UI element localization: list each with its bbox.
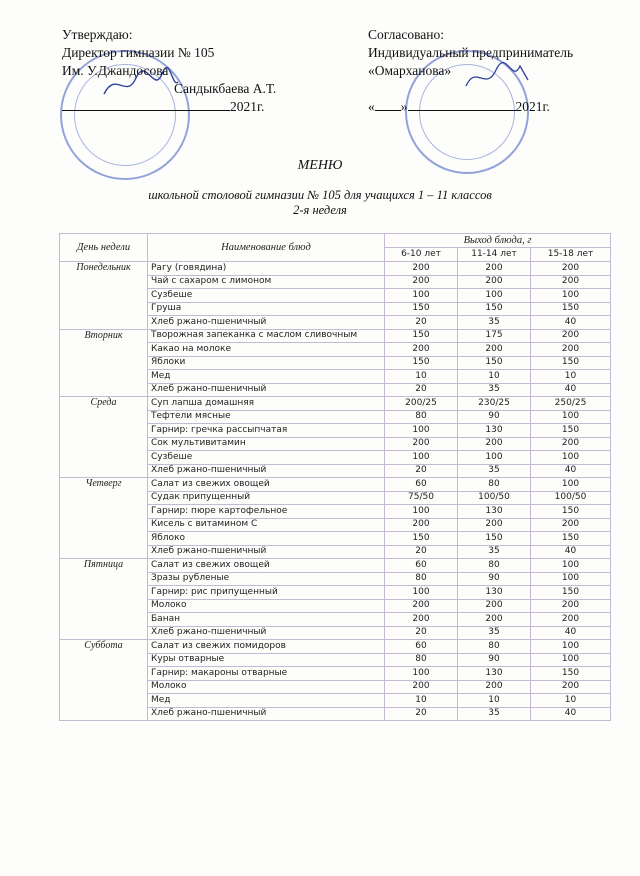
portion-weight: 35	[458, 383, 531, 397]
portion-weight: 100	[458, 289, 531, 303]
dish-name: Гарнир: гречка рассыпчатая	[148, 424, 385, 438]
portion-weight: 200	[385, 437, 458, 451]
dish-name: Сузбеше	[148, 289, 385, 303]
portion-weight: 90	[458, 653, 531, 667]
approval-block	[62, 26, 276, 116]
menu-title: МЕНЮ	[297, 158, 343, 173]
portion-weight: 100/50	[458, 491, 531, 505]
portion-weight: 200	[385, 680, 458, 694]
day-name: Суббота	[60, 640, 148, 721]
portion-weight: 230/25	[458, 397, 531, 411]
approver-position: Директор гимназии № 105	[62, 45, 215, 60]
portion-weight: 200	[531, 329, 611, 343]
portion-weight: 100	[385, 505, 458, 519]
portion-weight: 200	[385, 275, 458, 289]
portion-weight: 35	[458, 464, 531, 478]
portion-weight: 40	[531, 464, 611, 478]
dish-name: Чай с сахаром с лимоном	[148, 275, 385, 289]
portion-weight: 80	[385, 410, 458, 424]
dish-name: Молоко	[148, 599, 385, 613]
portion-weight: 60	[385, 478, 458, 492]
portion-weight: 10	[531, 694, 611, 708]
portion-weight: 200	[385, 343, 458, 357]
dish-name: Салат из свежих овощей	[148, 478, 385, 492]
portion-weight: 200	[458, 599, 531, 613]
portion-weight: 200	[458, 680, 531, 694]
portion-weight: 35	[458, 316, 531, 330]
portion-weight: 100	[385, 424, 458, 438]
agreement-year: 2021г.	[515, 99, 550, 114]
portion-weight: 150	[385, 302, 458, 316]
portion-weight: 100	[531, 653, 611, 667]
portion-weight: 200	[385, 518, 458, 532]
dish-name: Салат из свежих овощей	[148, 559, 385, 573]
portion-weight: 200	[458, 343, 531, 357]
portion-weight: 200	[458, 275, 531, 289]
portion-weight: 130	[458, 667, 531, 681]
portion-weight: 100	[385, 289, 458, 303]
portion-weight: 35	[458, 626, 531, 640]
dish-name: Груша	[148, 302, 385, 316]
portion-weight: 10	[458, 694, 531, 708]
portion-weight: 80	[458, 559, 531, 573]
day-name: Пятница	[60, 559, 148, 640]
dish-name: Хлеб ржано-пшеничный	[148, 626, 385, 640]
dish-name: Молоко	[148, 680, 385, 694]
portion-weight: 100	[385, 586, 458, 600]
dish-name: Гарнир: пюре картофельное	[148, 505, 385, 519]
portion-weight: 20	[385, 464, 458, 478]
portion-weight: 200	[458, 518, 531, 532]
portion-weight: 60	[385, 559, 458, 573]
portion-weight: 150	[531, 505, 611, 519]
portion-weight: 100	[531, 289, 611, 303]
portion-weight: 100	[531, 478, 611, 492]
dish-name: Кисель с витамином С	[148, 518, 385, 532]
dish-name: Хлеб ржано-пшеничный	[148, 707, 385, 721]
portion-weight: 250/25	[531, 397, 611, 411]
portion-weight: 200	[458, 262, 531, 276]
dish-name: Суп лапша домашняя	[148, 397, 385, 411]
portion-weight: 100	[531, 572, 611, 586]
portion-weight: 130	[458, 424, 531, 438]
portion-weight: 150	[531, 532, 611, 546]
portion-weight: 80	[458, 640, 531, 654]
dish-name: Мед	[148, 694, 385, 708]
portion-weight: 100/50	[531, 491, 611, 505]
day-name: Вторник	[60, 329, 148, 397]
dish-name: Хлеб ржано-пшеничный	[148, 464, 385, 478]
portion-weight: 150	[531, 424, 611, 438]
portion-weight: 100	[531, 451, 611, 465]
portion-weight: 200	[531, 262, 611, 276]
portion-weight: 60	[385, 640, 458, 654]
portion-weight: 130	[458, 586, 531, 600]
dish-name: Какао на молоке	[148, 343, 385, 357]
dish-name: Хлеб ржано-пшеничный	[148, 545, 385, 559]
dish-name: Куры отварные	[148, 653, 385, 667]
dish-name: Гарнир: рис припущенный	[148, 586, 385, 600]
dish-name: Яблоко	[148, 532, 385, 546]
portion-weight: 200	[385, 262, 458, 276]
portion-weight: 200	[458, 613, 531, 627]
portion-weight: 150	[458, 302, 531, 316]
day-name: Среда	[60, 397, 148, 478]
portion-weight: 150	[458, 356, 531, 370]
dish-name: Зразы рубленые	[148, 572, 385, 586]
portion-weight: 40	[531, 707, 611, 721]
agreement-label: Согласовано:	[368, 27, 444, 42]
table-row	[60, 559, 611, 573]
portion-weight: 35	[458, 707, 531, 721]
portion-weight: 20	[385, 316, 458, 330]
dish-name: Гарнир: макароны отварные	[148, 667, 385, 681]
portion-weight: 200	[531, 613, 611, 627]
portion-weight: 40	[531, 383, 611, 397]
age-header: 11-14 лет	[458, 248, 531, 262]
portion-weight: 200	[531, 275, 611, 289]
portion-weight: 100	[458, 451, 531, 465]
portion-weight: 150	[385, 356, 458, 370]
table-row	[60, 262, 611, 276]
portion-weight: 100	[531, 640, 611, 654]
menu-table-body	[60, 262, 611, 721]
portion-weight: 10	[385, 694, 458, 708]
portion-weight: 40	[531, 545, 611, 559]
day-name: Четверг	[60, 478, 148, 559]
portion-weight: 20	[385, 626, 458, 640]
portion-weight: 150	[531, 302, 611, 316]
portion-weight: 150	[531, 586, 611, 600]
portion-weight: 150	[385, 329, 458, 343]
portion-weight: 90	[458, 572, 531, 586]
menu-week: 2-я неделя	[293, 203, 347, 217]
portion-weight: 40	[531, 626, 611, 640]
portion-weight: 40	[531, 316, 611, 330]
table-row	[60, 397, 611, 411]
portion-weight: 200	[458, 437, 531, 451]
dish-name: Яблоки	[148, 356, 385, 370]
portion-weight: 10	[531, 370, 611, 384]
portion-weight: 150	[385, 532, 458, 546]
portion-weight: 80	[385, 653, 458, 667]
provider-position: Индивидуальный предприниматель	[368, 45, 574, 60]
portion-weight: 10	[385, 370, 458, 384]
portion-weight: 175	[458, 329, 531, 343]
portion-weight: 200/25	[385, 397, 458, 411]
dish-name: Рагу (говядина)	[148, 262, 385, 276]
approval-year: 2021г.	[230, 99, 265, 114]
agreement-block	[368, 26, 573, 116]
portion-weight: 200	[531, 437, 611, 451]
date-close-quote: »	[400, 99, 408, 114]
school-name-line: Им. У.Джандосова	[62, 63, 169, 78]
dish-name: Сок мультивитамин	[148, 437, 385, 451]
portion-weight: 150	[531, 356, 611, 370]
dish-name: Хлеб ржано-пшеничный	[148, 383, 385, 397]
dish-name: Сузбеше	[148, 451, 385, 465]
day-name: Понедельник	[60, 262, 148, 330]
portion-weight: 200	[531, 680, 611, 694]
portion-weight: 200	[385, 613, 458, 627]
dish-name: Хлеб ржано-пшеничный	[148, 316, 385, 330]
menu-table	[59, 233, 611, 721]
portion-weight: 80	[458, 478, 531, 492]
table-row	[60, 478, 611, 492]
approval-label: Утверждаю:	[62, 27, 133, 42]
dish-name: Творожная запеканка с маслом сливочным	[148, 329, 385, 343]
dish-column-header: Наименование блюд	[148, 234, 385, 262]
portion-weight: 100	[385, 667, 458, 681]
portion-weight: 20	[385, 707, 458, 721]
portion-weight: 10	[458, 370, 531, 384]
portion-weight: 200	[531, 343, 611, 357]
provider-name: «Омарханова»	[368, 63, 452, 78]
table-row	[60, 329, 611, 343]
portion-weight: 75/50	[385, 491, 458, 505]
portion-weight: 100	[531, 559, 611, 573]
portion-weight: 100	[531, 410, 611, 424]
day-column-header: День недели	[60, 234, 148, 262]
dish-name: Салат из свежих помидоров	[148, 640, 385, 654]
portion-weight: 100	[385, 451, 458, 465]
dish-name: Банан	[148, 613, 385, 627]
portion-weight: 150	[531, 667, 611, 681]
age-header: 6-10 лет	[385, 248, 458, 262]
portion-weight: 80	[385, 572, 458, 586]
portion-weight: 130	[458, 505, 531, 519]
dish-name: Тефтели мясные	[148, 410, 385, 424]
menu-subtitle: школьной столовой гимназии № 105 для учащихся 1 – 11 классов	[148, 188, 492, 202]
date-open-quote: «	[368, 99, 375, 114]
portion-weight: 90	[458, 410, 531, 424]
output-column-header: Выход блюда, г	[385, 234, 611, 248]
age-header: 15-18 лет	[531, 248, 611, 262]
portion-weight: 200	[385, 599, 458, 613]
portion-weight: 150	[458, 532, 531, 546]
dish-name: Судак припущенный	[148, 491, 385, 505]
portion-weight: 35	[458, 545, 531, 559]
portion-weight: 20	[385, 383, 458, 397]
portion-weight: 200	[531, 518, 611, 532]
portion-weight: 200	[531, 599, 611, 613]
dish-name: Мед	[148, 370, 385, 384]
table-row	[60, 640, 611, 654]
approver-name: Сандыкбаева А.Т.	[174, 81, 277, 96]
portion-weight: 20	[385, 545, 458, 559]
